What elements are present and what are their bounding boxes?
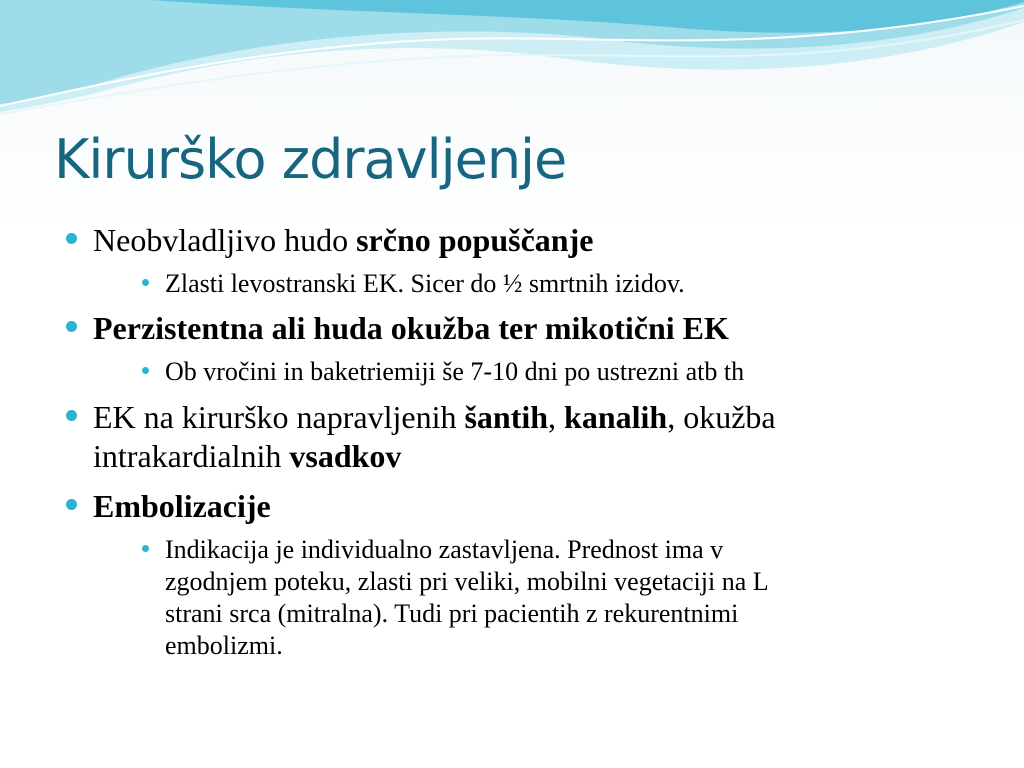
bullet-dot-icon bbox=[66, 321, 77, 332]
sub-bullet-item-indication-line-4 bbox=[165, 630, 283, 661]
sub-bullet-item-left-sided bbox=[165, 268, 685, 299]
bold-text-run: kanalih bbox=[564, 399, 668, 435]
bullet-dot-icon bbox=[142, 279, 149, 286]
text-run: strani srca (mitralna). Tudi pri pacientih z rekurentnimi bbox=[165, 599, 739, 628]
bullet-item-embolization bbox=[93, 488, 271, 524]
bullet-item-shunts-line-2 bbox=[93, 438, 401, 474]
text-run: Indikacija je individualno zastavljena. Prednost ima v bbox=[165, 535, 724, 564]
text-run: EK na kirurško napravljenih bbox=[93, 399, 465, 435]
sub-bullet-item-fever bbox=[165, 356, 744, 387]
text-run: , okužba bbox=[667, 399, 776, 435]
slide-title: Kirurško zdravljenje bbox=[54, 128, 567, 191]
bullet-dot-icon bbox=[66, 499, 77, 510]
bullet-item-heart-failure bbox=[93, 222, 593, 258]
bullet-dot-icon bbox=[142, 367, 149, 374]
text-run: Neobvladljivo hudo bbox=[93, 222, 357, 258]
bold-text-run: šantih bbox=[464, 399, 549, 435]
sub-bullet-item-indication-line-2 bbox=[165, 566, 769, 597]
bold-text-run: Embolizacije bbox=[93, 488, 271, 524]
bullet-dot-icon bbox=[66, 410, 77, 421]
text-run: Zlasti levostranski EK. Sicer do ½ smrtnih izidov. bbox=[165, 269, 685, 298]
text-run: intrakardialnih bbox=[93, 438, 290, 474]
bullet-item-shunts bbox=[93, 399, 776, 435]
text-run: , bbox=[548, 399, 565, 435]
bold-text-run: Perzistentna ali huda okužba ter mikotični EK bbox=[93, 310, 729, 346]
text-run: embolizmi. bbox=[165, 631, 283, 660]
bullet-dot-icon bbox=[66, 233, 77, 244]
bold-text-run: srčno popuščanje bbox=[356, 222, 594, 258]
bullet-dot-icon bbox=[142, 545, 149, 552]
text-run: zgodnjem poteku, zlasti pri veliki, mobilni vegetaciji na L bbox=[165, 567, 769, 596]
bold-text-run: vsadkov bbox=[289, 438, 402, 474]
sub-bullet-item-indication-line-3 bbox=[165, 598, 738, 629]
bullet-item-persistent-infection bbox=[93, 310, 729, 346]
text-run: Ob vročini in baketriemiji še 7-10 dni po ustrezni atb th bbox=[165, 357, 745, 386]
sub-bullet-item-indication bbox=[165, 534, 723, 565]
